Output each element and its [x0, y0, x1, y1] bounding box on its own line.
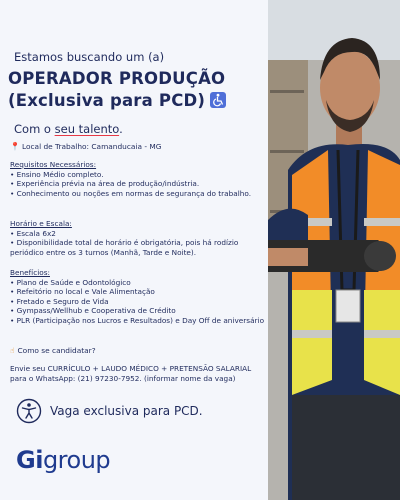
requirement-item: • Ensino Médio completo.: [10, 169, 104, 179]
requirement-item: • Conhecimento ou noções em normas de segurança do trabalho.: [10, 188, 252, 198]
benefit-item: • Plano de Saúde e Odontológico: [10, 277, 131, 287]
talent-tagline: [14, 122, 123, 136]
job-title: [8, 68, 226, 112]
apply-question-text: Como se candidatar?: [17, 346, 96, 355]
worker-illustration: [268, 0, 400, 500]
schedule-item: • Escala 6x2: [10, 228, 56, 238]
requirements-section: [10, 160, 266, 198]
benefit-item: • Gympass/Wellhub e Cooperativa de Crédito: [10, 306, 176, 316]
requirements-title: Requisitos Necessários:: [10, 160, 97, 169]
pcd-banner: [16, 398, 203, 424]
talent-emphasis: seu talento: [54, 122, 120, 136]
schedule-section: [10, 219, 266, 257]
job-title-line1: OPERADOR PRODUÇÃO: [8, 69, 226, 88]
schedule-item: • Disponibilidade total de horário é obrigatória, pois há rodízio periódico entre os 3 turnos (Manhã, Tarde e Noite).: [10, 238, 239, 257]
intro-text: Estamos buscando um (a): [14, 50, 165, 64]
schedule-title: Horário e Escala:: [10, 219, 72, 228]
worker-photo: [268, 0, 400, 500]
gi-group-logo: [16, 446, 110, 474]
benefit-item: • Fretado e Seguro de Vida: [10, 296, 109, 306]
job-title-line2-text: (Exclusiva para PCD): [8, 91, 206, 110]
benefits-section: [10, 268, 266, 326]
logo-part1: Gi: [16, 446, 43, 474]
requirement-item: • Experiência prévia na área de produção/indústria.: [10, 179, 200, 189]
benefit-item: • PLR (Participação nos Lucros e Resultados) e Day Off de aniversário: [10, 315, 265, 325]
apply-question: [10, 346, 96, 355]
pcd-text: Vaga exclusiva para PCD.: [50, 404, 203, 418]
pointing-hand-icon: ☝: [10, 346, 15, 355]
benefit-item: • Refeitório no local e Vale Alimentação: [10, 287, 155, 297]
accessibility-icon: [16, 398, 42, 424]
location-text: Local de Trabalho: Camanducaia - MG: [21, 142, 162, 151]
location: [10, 142, 162, 151]
talent-prefix: Com o: [14, 122, 55, 136]
talent-suffix: .: [119, 122, 123, 136]
job-title-line2: [8, 90, 226, 112]
benefits-title: Benefícios:: [10, 268, 50, 277]
pin-icon: 📍: [10, 142, 20, 151]
logo-part2: group: [42, 446, 111, 474]
apply-instructions: Envie seu CURRÍCULO + LAUDO MÉDICO + PRETENSÃO SALARIAL para o WhatsApp: (21) 97230-7952. (informar nome da vaga): [10, 364, 252, 383]
wheelchair-icon: [210, 92, 226, 108]
